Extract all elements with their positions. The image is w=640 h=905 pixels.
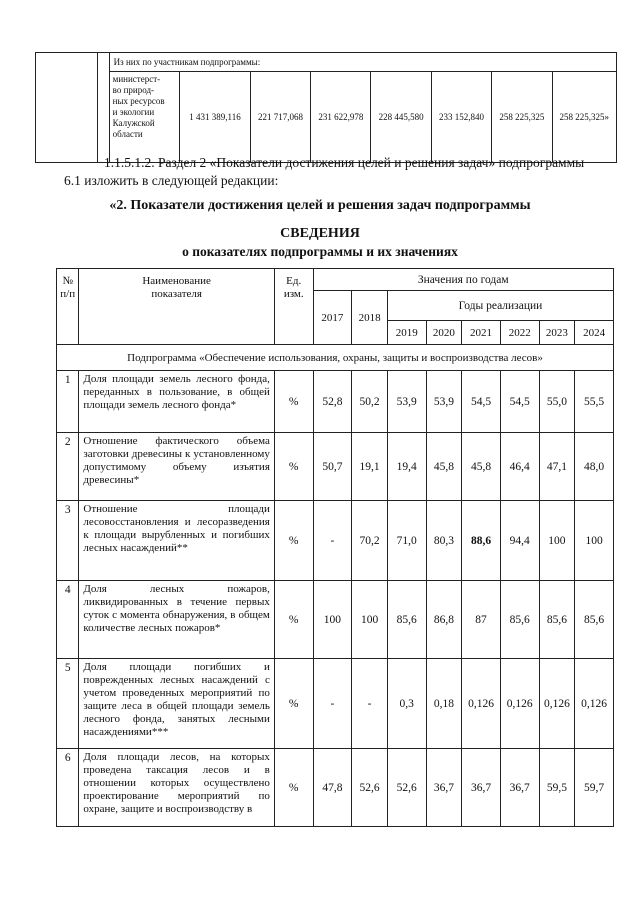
header-year: 2017 — [313, 291, 352, 345]
row-value: 85,6 — [387, 581, 426, 659]
row-value: 0,126 — [575, 659, 614, 749]
row-value: 0,126 — [500, 659, 539, 749]
header-year: 2020 — [426, 321, 462, 345]
row-value: 19,1 — [352, 433, 388, 501]
row-value-bold: 88,6 — [470, 534, 492, 547]
row-value: 0,18 — [426, 659, 462, 749]
table-row — [57, 659, 614, 749]
row-value: 53,9 — [387, 371, 426, 433]
header-year: 2018 — [352, 291, 388, 345]
fragment-value: 258 225,325 — [492, 72, 552, 163]
row-value: 59,5 — [539, 749, 575, 827]
row-name: Доля площади земель лесного фонда, переданных в пользование, в общей площади земель лесного фонда* — [79, 371, 274, 433]
row-value: 36,7 — [462, 749, 501, 827]
row-value: 100 — [313, 581, 352, 659]
intro-paragraph — [64, 154, 624, 190]
row-unit: % — [274, 659, 313, 749]
row-name: Отношение фактического объема заготовки древесины к установленному допустимому объему изъятия древесины* — [79, 433, 274, 501]
row-value: 52,6 — [387, 749, 426, 827]
row-value: 47,8 — [313, 749, 352, 827]
header-values-by-year: Значения по годам — [313, 269, 613, 291]
row-value: 45,8 — [462, 433, 501, 501]
row-value: 100 — [539, 501, 575, 581]
header-year: 2022 — [500, 321, 539, 345]
row-name: Отношение площади лесовосстановления и лесоразведения к площади вырубленных и погибших лесных насаждений** — [79, 501, 274, 581]
row-value: 55,5 — [575, 371, 614, 433]
row-unit: % — [274, 371, 313, 433]
row-value: 52,6 — [352, 749, 388, 827]
table-row — [57, 501, 614, 581]
row-name: Доля площади лесов, на которых проведена таксация лесов и в отношении которых осуществлено проектирование мероприятий по охране, защите и воспроизводству в — [79, 749, 274, 827]
participant-name: министерст- во природ- ных ресурсов и экологии Калужской области — [109, 72, 180, 163]
header-year: 2023 — [539, 321, 575, 345]
row-value — [462, 501, 501, 581]
row-num: 4 — [57, 581, 79, 659]
indicators-table — [56, 268, 614, 827]
table-row — [57, 581, 614, 659]
row-value: 71,0 — [387, 501, 426, 581]
row-num: 6 — [57, 749, 79, 827]
row-name: Доля лесных пожаров, ликвидированных в течение первых суток с момента обнаружения, в общем количестве лесных пожаров* — [79, 581, 274, 659]
svedenia-title: СВЕДЕНИЯ — [280, 226, 360, 241]
fragment-value: 233 152,840 — [431, 72, 491, 163]
row-value: 59,7 — [575, 749, 614, 827]
row-value: - — [313, 659, 352, 749]
fragment-value: 221 717,068 — [250, 72, 310, 163]
row-value: 19,4 — [387, 433, 426, 501]
row-unit: % — [274, 581, 313, 659]
row-value: 100 — [352, 581, 388, 659]
participants-fragment-table — [35, 52, 617, 163]
empty-cell — [36, 53, 98, 163]
section-title: «2. Показатели достижения целей и решения задач подпрограммы — [109, 198, 531, 213]
row-value: 50,7 — [313, 433, 352, 501]
row-value: 46,4 — [500, 433, 539, 501]
header-year: 2021 — [462, 321, 501, 345]
header-realization-years: Годы реализации — [387, 291, 613, 321]
header-unit: Ед. изм. — [274, 269, 313, 345]
row-unit: % — [274, 501, 313, 581]
table-row — [57, 371, 614, 433]
intro-line-1: 1.1.5.1.2. Раздел 2 «Показатели достижения целей и решения задач» подпрограммы — [104, 155, 585, 170]
row-value: 48,0 — [575, 433, 614, 501]
row-value: 36,7 — [426, 749, 462, 827]
row-num: 5 — [57, 659, 79, 749]
fragment-value: 231 622,978 — [311, 72, 371, 163]
row-value: 0,126 — [462, 659, 501, 749]
row-value: 53,9 — [426, 371, 462, 433]
row-value: 80,3 — [426, 501, 462, 581]
row-value: 54,5 — [462, 371, 501, 433]
row-value: 50,2 — [352, 371, 388, 433]
table-row — [57, 749, 614, 827]
row-value: - — [352, 659, 388, 749]
row-value: 0,126 — [539, 659, 575, 749]
row-num: 3 — [57, 501, 79, 581]
table-row — [57, 433, 614, 501]
fragment-value: 1 431 389,116 — [180, 72, 251, 163]
participants-header: Из них по участникам подпрограммы: — [109, 53, 616, 72]
row-value: - — [313, 501, 352, 581]
row-value: 100 — [575, 501, 614, 581]
header-name: Наименование показателя — [79, 269, 274, 345]
row-unit: % — [274, 433, 313, 501]
row-value: 52,8 — [313, 371, 352, 433]
header-num: № п/п — [57, 269, 79, 345]
svedenia-subtitle: о показателях подпрограммы и их значениях — [182, 244, 458, 259]
row-value: 55,0 — [539, 371, 575, 433]
subprogram-title: Подпрограмма «Обеспечение использования, охраны, защиты и воспроизводства лесов» — [57, 345, 614, 371]
row-value: 85,6 — [500, 581, 539, 659]
row-value: 47,1 — [539, 433, 575, 501]
row-num: 1 — [57, 371, 79, 433]
row-num: 2 — [57, 433, 79, 501]
row-value: 45,8 — [426, 433, 462, 501]
header-year: 2024 — [575, 321, 614, 345]
row-value: 0,3 — [387, 659, 426, 749]
row-value: 85,6 — [539, 581, 575, 659]
intro-line-2: 6.1 изложить в следующей редакции: — [64, 173, 279, 188]
row-value: 54,5 — [500, 371, 539, 433]
row-name: Доля площади погибших и поврежденных лесных насаждений с учетом проведенных мероприятий по защите леса в общей площади земель лесного фонда, занятых лесными насаждениями*** — [79, 659, 274, 749]
row-value: 85,6 — [575, 581, 614, 659]
header-year: 2019 — [387, 321, 426, 345]
row-value: 86,8 — [426, 581, 462, 659]
fragment-value: 228 445,580 — [371, 72, 431, 163]
row-unit: % — [274, 749, 313, 827]
row-value: 36,7 — [500, 749, 539, 827]
empty-cell — [98, 53, 109, 163]
row-value: 70,2 — [352, 501, 388, 581]
row-value: 94,4 — [500, 501, 539, 581]
fragment-value: 258 225,325» — [552, 72, 616, 163]
row-value: 87 — [462, 581, 501, 659]
